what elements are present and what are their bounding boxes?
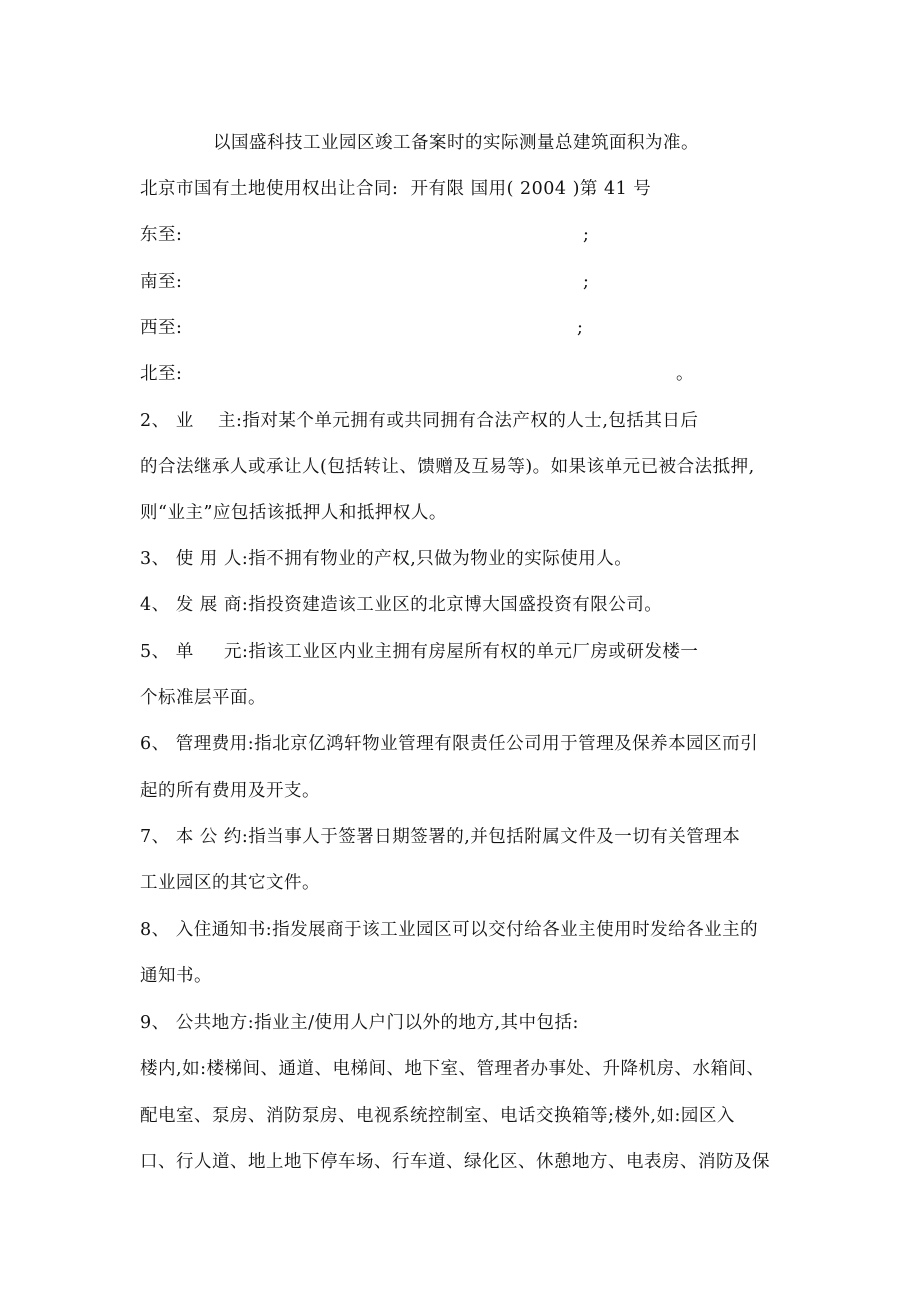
text-line: 则“业主”应包括该抵押人和抵押权人。 bbox=[140, 503, 447, 523]
text-line: 9、 公共地方:指业主/使用人户门以外的地方,其中包括: bbox=[140, 1013, 579, 1033]
text-line: 以国盛科技工业园区竣工备案时的实际测量总建筑面积为准。 bbox=[213, 133, 699, 153]
boundary-south-end: ; bbox=[583, 272, 589, 292]
text-line: 3、 使 用 人:指不拥有物业的产权,只做为物业的实际使用人。 bbox=[140, 549, 633, 569]
text-line: 通知书。 bbox=[140, 966, 212, 986]
boundary-east-end: ; bbox=[583, 225, 589, 245]
text-line: 楼内,如:楼梯间、通道、电梯间、地下室、管理者办事处、升降机房、水箱间、 bbox=[140, 1059, 765, 1079]
boundary-north-end: 。 bbox=[676, 364, 694, 384]
text-line: 北京市国有土地使用权出让合同: 开有限 国用( 2004 )第 41 号 bbox=[140, 179, 652, 199]
text-line: 口、行人道、地上地下停车场、行车道、绿化区、休憩地方、电表房、消防及保 bbox=[140, 1152, 770, 1172]
text-line: 个标准层平面。 bbox=[140, 688, 266, 708]
text-line: 起的所有费用及开支。 bbox=[140, 781, 320, 801]
text-line: 4、 发 展 商:指投资建造该工业区的北京博大国盛投资有限公司。 bbox=[140, 595, 663, 615]
text-line: 配电室、泵房、消防泵房、电视系统控制室、电话交换箱等;楼外,如:园区入 bbox=[140, 1106, 735, 1126]
text-line: 8、 入住通知书:指发展商于该工业园区可以交付给各业主使用时发给各业主的 bbox=[140, 920, 759, 940]
boundary-north-label: 北至: bbox=[140, 364, 183, 384]
text-line: 2、 业 主:指对某个单元拥有或共同拥有合法产权的人士,包括其日后 bbox=[140, 411, 699, 431]
text-line: 的合法继承人或承让人(包括转让、馈赠及互易等)。如果该单元已被合法抵押, bbox=[140, 457, 755, 477]
text-line: 6、 管理费用:指北京亿鸿轩物业管理有限责任公司用于管理及保养本园区而引 bbox=[140, 734, 759, 754]
text-line: 工业园区的其它文件。 bbox=[140, 873, 320, 893]
boundary-south-label: 南至: bbox=[140, 272, 183, 292]
text-line: 7、 本 公 约:指当事人于签署日期签署的,并包括附属文件及一切有关管理本 bbox=[140, 827, 741, 847]
boundary-west-end: ; bbox=[577, 318, 583, 338]
boundary-east-label: 东至: bbox=[140, 225, 183, 245]
boundary-west-label: 西至: bbox=[140, 318, 183, 338]
text-line: 5、 单 元:指该工业区内业主拥有房屋所有权的单元厂房或研发楼一 bbox=[140, 642, 699, 662]
